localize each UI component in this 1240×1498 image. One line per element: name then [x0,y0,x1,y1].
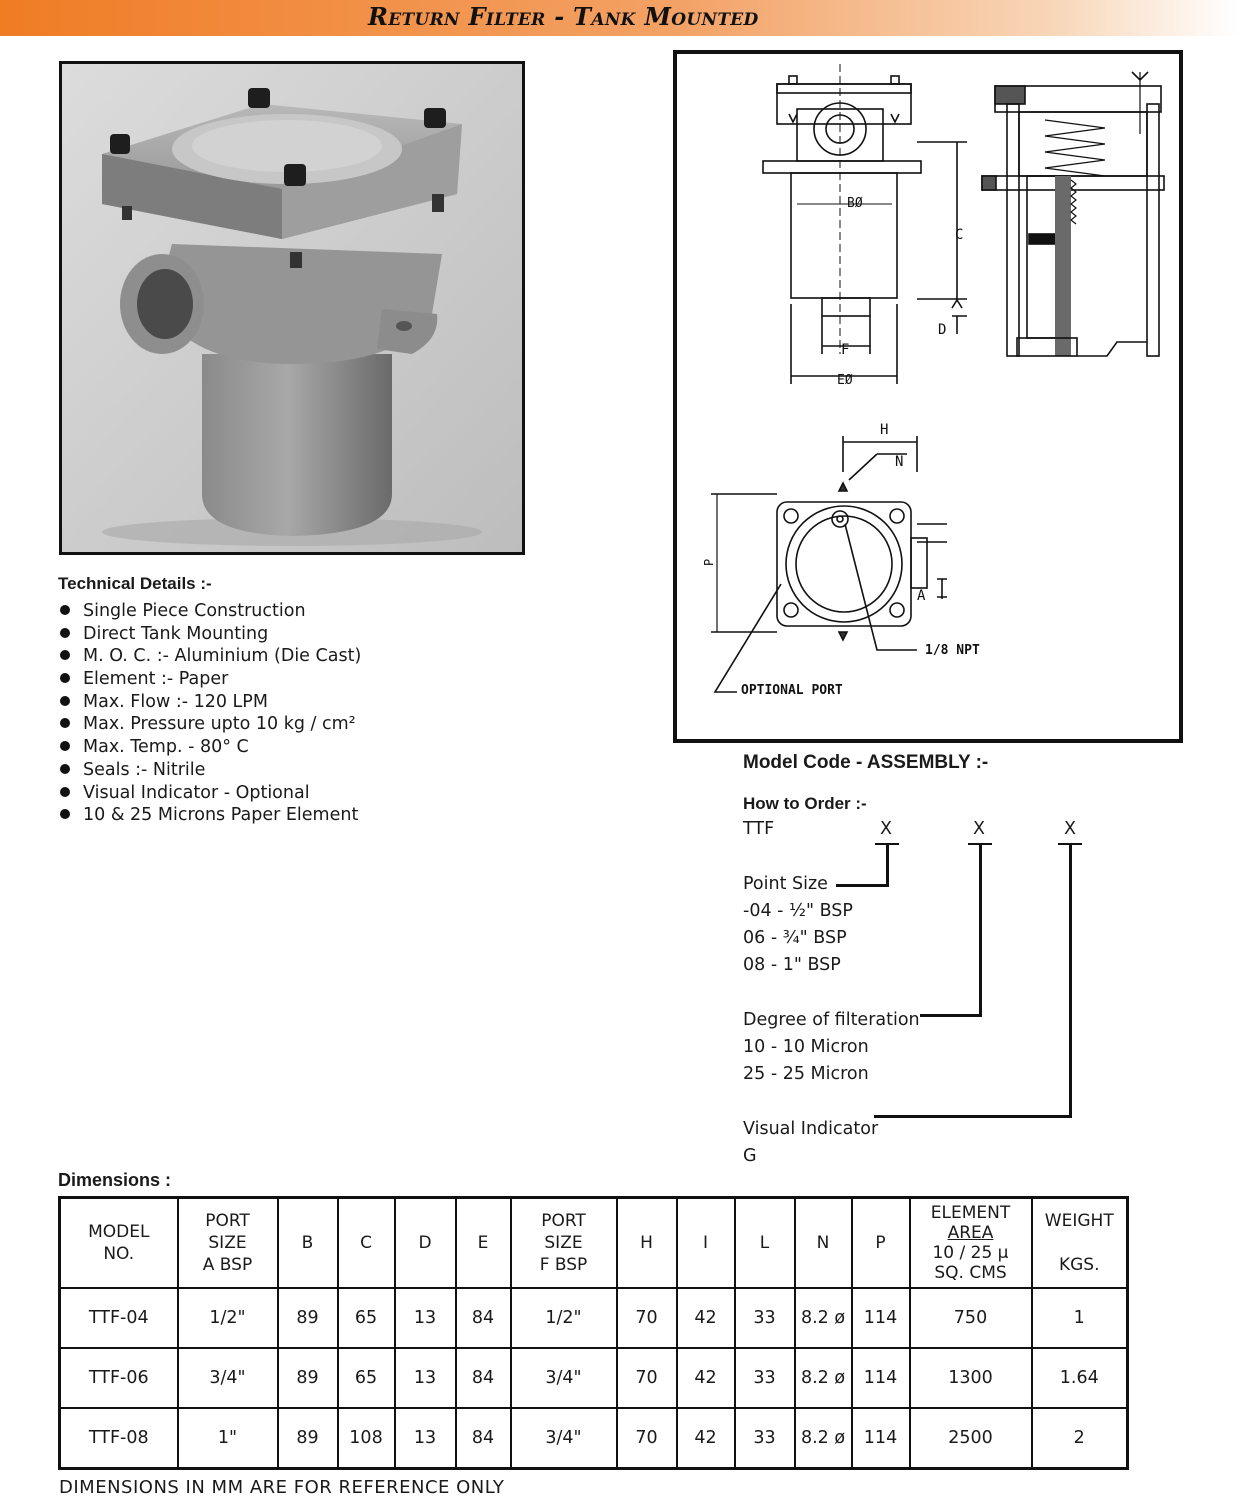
table-cell: 108 [338,1408,395,1469]
table-cell: 84 [456,1408,511,1469]
table-cell: 8.2 ø [795,1408,852,1469]
front-elevation-view [763,64,967,384]
list-item: Max. Temp. - 80° C [58,736,361,759]
table-row [60,1288,1128,1348]
list-item: Max. Pressure upto 10 kg / cm² [58,713,361,736]
plan-view [711,436,947,692]
header-c: C [338,1198,395,1289]
table-row [60,1408,1128,1469]
table-cell: 65 [338,1348,395,1408]
dim-label-d: D [938,322,947,338]
table-cell: 3/4" [511,1408,617,1469]
optional-port-label: OPTIONAL PORT [741,683,843,698]
table-cell: 89 [278,1348,338,1408]
option-item: 06 - ¾" BSP [743,928,847,948]
dim-label-e: EØ [837,373,853,388]
table-cell: 42 [677,1348,735,1408]
table-cell: 1 [1032,1288,1128,1348]
table-cell: 114 [852,1408,910,1469]
product-photo [59,61,525,555]
table-cell: 1" [178,1408,278,1469]
table-cell: 1/2" [178,1288,278,1348]
list-item: Element :- Paper [58,668,361,691]
technical-drawing [673,50,1183,743]
option-item: 08 - 1" BSP [743,955,841,975]
tree-connector [1069,843,1072,1118]
header-h: H [617,1198,677,1289]
table-cell: 2500 [910,1408,1032,1469]
table-cell: 33 [735,1348,795,1408]
list-item: 10 & 25 Microns Paper Element [58,804,361,827]
table-cell: 114 [852,1348,910,1408]
table-cell: 2 [1032,1408,1128,1469]
dim-label-a: A [917,588,926,604]
table-cell: 750 [910,1288,1032,1348]
tree-connector [920,1014,982,1017]
table-cell: 89 [278,1288,338,1348]
table-cell: 3/4" [511,1348,617,1408]
table-cell: 33 [735,1288,795,1348]
header-d: D [395,1198,456,1289]
header-i: I [677,1198,735,1289]
table-cell: 42 [677,1408,735,1469]
how-to-order-title: How to Order :- [743,794,867,813]
table-cell: 13 [395,1408,456,1469]
list-item: Direct Tank Mounting [58,623,361,646]
dim-label-p: P [702,558,716,566]
option-item: -04 - ½" BSP [743,901,853,921]
model-prefix: TTF [743,819,775,839]
table-cell: 3/4" [178,1348,278,1408]
table-cell: 13 [395,1288,456,1348]
list-item: Max. Flow :- 120 LPM [58,691,361,714]
table-cell: 65 [338,1288,395,1348]
table-cell: 1300 [910,1348,1032,1408]
model-code-title: Model Code - ASSEMBLY :- [743,752,989,773]
group-point-size-title: Point Size [743,874,828,894]
placeholder-filtration: X [973,819,985,839]
table-cell: 70 [617,1408,677,1469]
page-title: Return Filter - Tank Mounted [368,2,759,31]
technical-details-title: Technical Details :- [58,574,212,593]
option-item: G [743,1146,757,1166]
list-item: M. O. C. :- Aluminium (Die Cast) [58,645,361,668]
table-cell: 89 [278,1408,338,1469]
dimensions-table [58,1196,1129,1470]
list-item: Visual Indicator - Optional [58,782,361,805]
table-cell: 33 [735,1408,795,1469]
dim-label-h: H [880,422,889,438]
group-filtration-title: Degree of filteration [743,1010,920,1030]
npt-port-label: 1/8 NPT [925,643,980,658]
header-b: B [278,1198,338,1289]
table-cell: 84 [456,1288,511,1348]
table-cell: TTF-08 [60,1408,178,1469]
dimensions-note: DIMENSIONS IN MM ARE FOR REFERENCE ONLY [59,1477,505,1498]
list-item: Single Piece Construction [58,600,361,623]
list-item: Seals :- Nitrile [58,759,361,782]
header-model: MODEL NO. [60,1198,178,1289]
header-port-f: PORT SIZE F BSP [511,1198,617,1289]
tree-connector [886,843,889,887]
table-cell: 13 [395,1348,456,1408]
table-cell: 42 [677,1288,735,1348]
table-cell: 1.64 [1032,1348,1128,1408]
table-header-row [60,1198,1128,1289]
table-cell: 114 [852,1288,910,1348]
table-cell: TTF-04 [60,1288,178,1348]
option-item: 25 - 25 Micron [743,1064,869,1084]
table-cell: 70 [617,1348,677,1408]
header-element-area: ELEMENT AREA 10 / 25 µ SQ. CMS [910,1198,1032,1289]
tree-connector [874,1115,1072,1118]
section-view [982,72,1164,356]
dimensions-title: Dimensions : [58,1170,172,1190]
dim-label-b: BØ [847,196,863,211]
table-cell: 1/2" [511,1288,617,1348]
table-cell: 84 [456,1348,511,1408]
dim-label-n: N [895,454,904,470]
placeholder-point-size: X [880,819,892,839]
header-weight: WEIGHT KGS. [1032,1198,1128,1289]
table-cell: 8.2 ø [795,1288,852,1348]
table-row [60,1348,1128,1408]
group-indicator-title: Visual Indicator [743,1119,879,1139]
table-cell: TTF-06 [60,1348,178,1408]
table-cell: 70 [617,1288,677,1348]
option-item: 10 - 10 Micron [743,1037,869,1057]
table-cell: 8.2 ø [795,1348,852,1408]
header-n: N [795,1198,852,1289]
placeholder-indicator: X [1064,819,1076,839]
header-port-a: PORT SIZE A BSP [178,1198,278,1289]
tree-connector [979,843,982,1017]
header-e: E [456,1198,511,1289]
dim-label-f: F [841,342,850,358]
header-l: L [735,1198,795,1289]
technical-details-list [58,600,361,827]
tree-connector [836,884,889,887]
dim-label-c: C [955,227,964,243]
header-p: P [852,1198,910,1289]
